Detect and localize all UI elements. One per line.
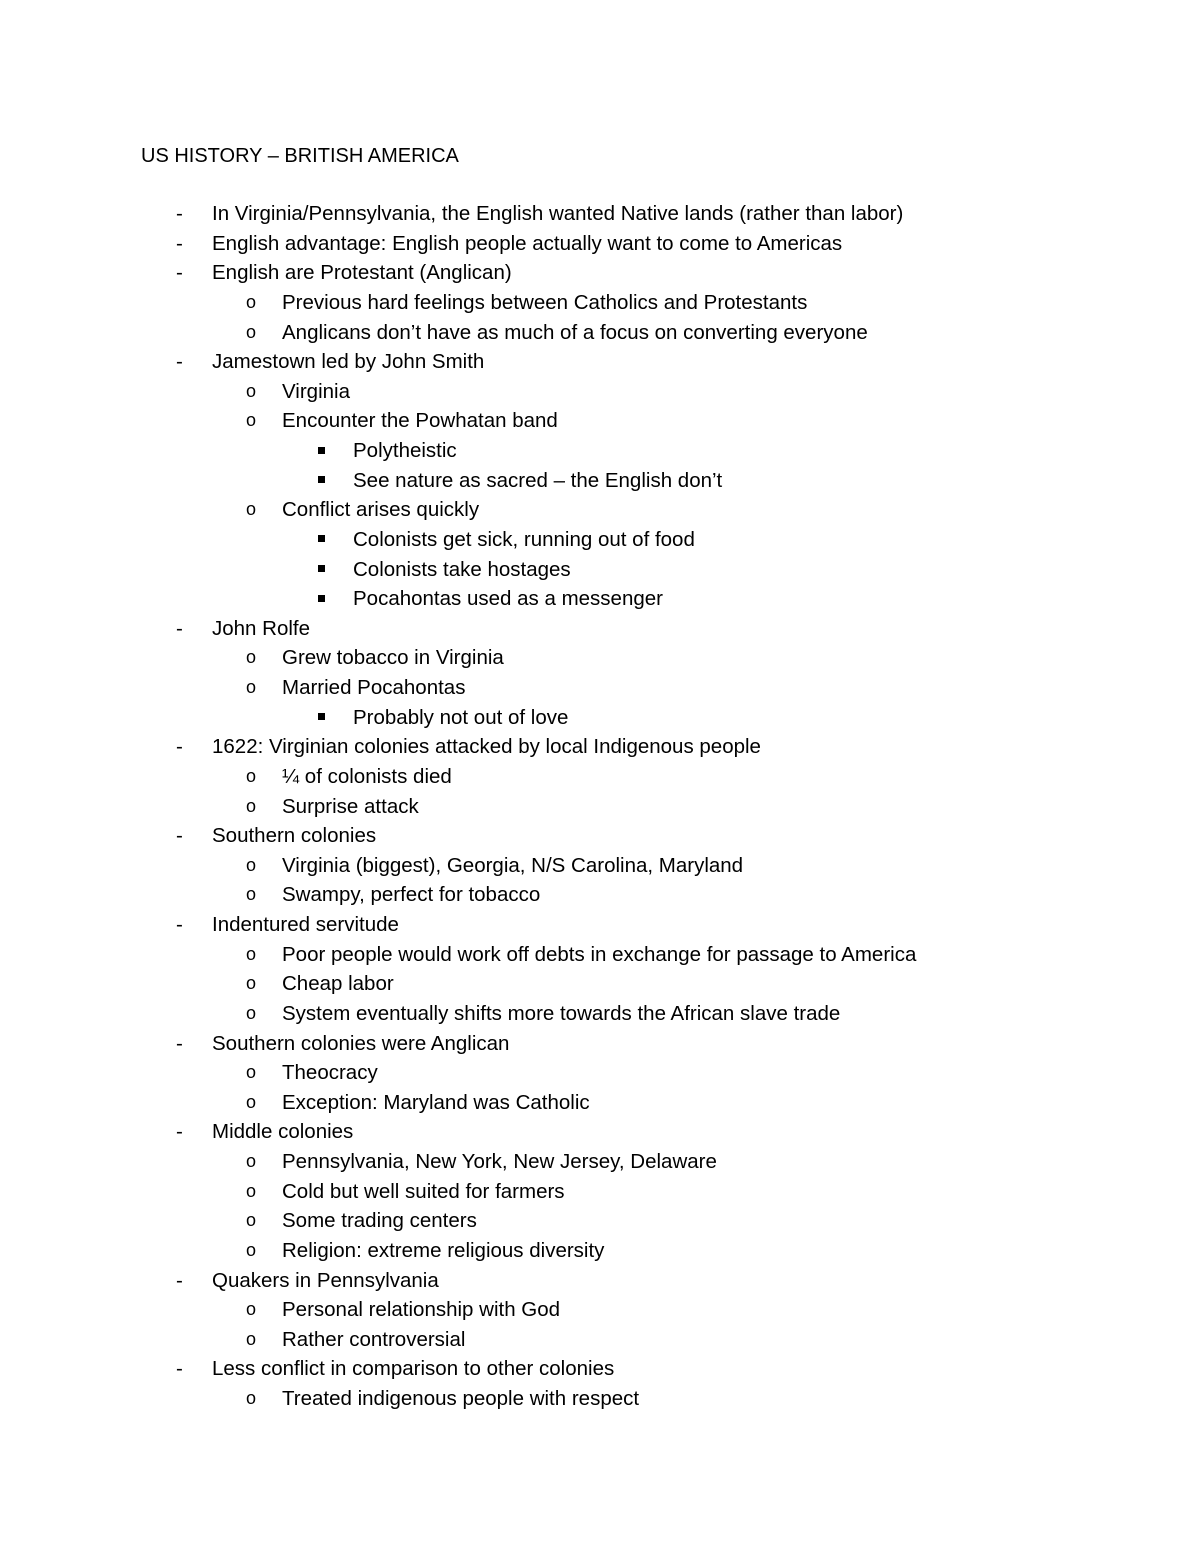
bullet-text: Indentured servitude: [212, 913, 399, 936]
bullet-text: Middle colonies: [212, 1120, 354, 1144]
bullet-text: Less conflict in comparison to other colonies: [212, 1357, 615, 1381]
circle-bullet-marker: o: [246, 321, 257, 342]
dash-bullet-marker: -: [176, 824, 183, 848]
dash-bullet-marker: -: [176, 231, 183, 255]
bullet-text: English advantage: English people actually want to come to Americas: [212, 231, 843, 255]
circle-bullet-marker: o: [246, 765, 257, 786]
bullet-item: [0, 1354, 1200, 1384]
bullet-text: Pennsylvania, New York, New Jersey, Delaware: [282, 1150, 717, 1173]
circle-bullet-marker: o: [246, 973, 257, 994]
dash-bullet-marker: -: [176, 350, 183, 374]
bullet-text: Virginia: [282, 379, 350, 403]
sub-bullet-item: [0, 318, 1200, 348]
circle-bullet-marker: o: [246, 1180, 257, 1201]
bullet-text: Swampy, perfect for tobacco: [282, 883, 541, 907]
dash-bullet-marker: -: [176, 1357, 183, 1381]
bullet-text: Treated indigenous people with respect: [282, 1387, 640, 1410]
sub-bullet-item: [0, 940, 1200, 970]
sub-bullet-item: [0, 377, 1200, 407]
bullet-item: [0, 732, 1200, 762]
sub-sub-bullet-item: [0, 466, 1200, 496]
bullet-item: [0, 347, 1200, 377]
bullet-item: [0, 910, 1200, 940]
bullet-item: [0, 821, 1200, 851]
bullet-text: Conflict arises quickly: [282, 498, 480, 522]
bullet-text: John Rolfe: [212, 616, 311, 640]
square-bullet-icon: [318, 555, 348, 585]
sub-sub-bullet-item: [0, 525, 1200, 555]
circle-bullet-marker: o: [246, 499, 257, 520]
bullet-text: Rather controversial: [282, 1327, 466, 1351]
circle-bullet-marker: o: [246, 884, 257, 905]
dash-bullet-marker: -: [176, 1120, 183, 1144]
circle-bullet-marker: o: [246, 1210, 257, 1231]
bullet-item: [0, 614, 1200, 644]
bullet-text: Surprise attack: [282, 794, 419, 818]
square-bullet-icon-shape: [318, 595, 325, 602]
circle-bullet-marker: o: [246, 1239, 257, 1260]
circle-bullet-marker: o: [246, 291, 257, 312]
dash-bullet-marker: -: [176, 913, 183, 936]
sub-bullet-item: [0, 1206, 1200, 1236]
bullet-text: Southern colonies were Anglican: [212, 1031, 510, 1055]
sub-sub-bullet-item: [0, 555, 1200, 585]
notes-list: [0, 199, 1200, 1414]
bullet-text: Exception: Maryland was Catholic: [282, 1090, 590, 1114]
bullet-text: Southern colonies: [212, 824, 377, 848]
circle-bullet-marker: o: [246, 1002, 257, 1023]
sub-bullet-item: [0, 673, 1200, 703]
sub-bullet-item: [0, 999, 1200, 1029]
circle-bullet-marker: o: [246, 410, 257, 431]
sub-bullet-item: [0, 792, 1200, 822]
document-title: US HISTORY – BRITISH AMERICA: [141, 145, 459, 167]
sub-bullet-item: [0, 643, 1200, 673]
bullet-text: Jamestown led by John Smith: [212, 350, 485, 374]
bullet-text: Religion: extreme religious diversity: [282, 1238, 605, 1262]
circle-bullet-marker: o: [246, 943, 257, 964]
sub-sub-bullet-item: [0, 436, 1200, 466]
circle-bullet-marker: o: [246, 1328, 257, 1349]
bullet-text: Anglicans don’t have as much of a focus on converting everyone: [282, 320, 868, 344]
bullet-item: [0, 1117, 1200, 1147]
bullet-text: Pocahontas used as a messenger: [353, 587, 663, 611]
square-bullet-icon-shape: [318, 535, 325, 542]
bullet-text: Previous hard feelings between Catholics and Protestants: [282, 290, 808, 314]
sub-bullet-item: [0, 969, 1200, 999]
bullet-item: [0, 258, 1200, 288]
bullet-item: [0, 1029, 1200, 1059]
bullet-text: Cold but well suited for farmers: [282, 1179, 565, 1203]
square-bullet-icon: [318, 584, 348, 614]
square-bullet-icon-shape: [318, 447, 325, 454]
sub-bullet-item: [0, 495, 1200, 525]
sub-bullet-item: [0, 1088, 1200, 1118]
circle-bullet-marker: o: [246, 677, 257, 697]
bullet-text: Encounter the Powhatan band: [282, 409, 558, 433]
dash-bullet-marker: -: [176, 261, 183, 285]
bullet-text: Poor people would work off debts in exchange for passage to America: [282, 942, 917, 966]
bullet-text: 1622: Virginian colonies attacked by local Indigenous people: [212, 735, 761, 759]
bullet-text: Colonists take hostages: [353, 557, 571, 581]
bullet-text: Married Pocahontas: [282, 676, 466, 699]
bullet-text: See nature as sacred – the English don’t: [353, 468, 723, 492]
dash-bullet-marker: -: [176, 735, 183, 759]
circle-bullet-marker: o: [246, 1062, 257, 1083]
bullet-text: English are Protestant (Anglican): [212, 261, 512, 285]
sub-bullet-item: [0, 762, 1200, 792]
circle-bullet-marker: o: [246, 795, 257, 816]
bullet-text: Polytheistic: [353, 439, 457, 462]
bullet-text: ¼ of colonists died: [282, 764, 452, 788]
square-bullet-icon-shape: [318, 565, 325, 572]
circle-bullet-marker: o: [246, 1151, 257, 1171]
sub-bullet-item: [0, 406, 1200, 436]
bullet-text: Colonists get sick, running out of food: [353, 527, 695, 551]
square-bullet-icon-shape: [318, 476, 325, 483]
bullet-text: Theocracy: [282, 1061, 378, 1085]
square-bullet-icon: [318, 466, 348, 496]
sub-bullet-item: [0, 880, 1200, 910]
sub-bullet-item: [0, 1325, 1200, 1355]
sub-bullet-item: [0, 1384, 1200, 1414]
sub-bullet-item: [0, 1147, 1200, 1177]
sub-sub-bullet-item: [0, 584, 1200, 614]
square-bullet-icon: [318, 525, 348, 555]
square-bullet-icon: [318, 703, 348, 733]
square-bullet-icon: [318, 436, 348, 466]
bullet-text: Probably not out of love: [353, 705, 569, 729]
bullet-text: Grew tobacco in Virginia: [282, 646, 504, 670]
sub-bullet-item: [0, 1177, 1200, 1207]
bullet-text: Quakers in Pennsylvania: [212, 1268, 439, 1292]
bullet-text: System eventually shifts more towards the African slave trade: [282, 1001, 841, 1025]
dash-bullet-marker: -: [176, 616, 183, 640]
dash-bullet-marker: -: [176, 1268, 183, 1292]
bullet-text: Some trading centers: [282, 1209, 477, 1233]
dash-bullet-marker: -: [176, 202, 183, 225]
circle-bullet-marker: o: [246, 854, 257, 875]
bullet-text: Virginia (biggest), Georgia, N/S Carolina, Maryland: [282, 853, 744, 877]
square-bullet-icon-shape: [318, 713, 325, 720]
circle-bullet-marker: o: [246, 380, 257, 401]
bullet-item: [0, 1266, 1200, 1296]
bullet-item: [0, 229, 1200, 259]
sub-bullet-item: [0, 1295, 1200, 1325]
circle-bullet-marker: o: [246, 647, 257, 668]
bullet-text: Cheap labor: [282, 972, 394, 996]
bullet-text: In Virginia/Pennsylvania, the English wanted Native lands (rather than labor): [212, 202, 904, 225]
circle-bullet-marker: o: [246, 1299, 257, 1320]
sub-bullet-item: [0, 851, 1200, 881]
bullet-item: [0, 199, 1200, 229]
sub-bullet-item: [0, 288, 1200, 318]
sub-bullet-item: [0, 1058, 1200, 1088]
sub-bullet-item: [0, 1236, 1200, 1266]
dash-bullet-marker: -: [176, 1031, 183, 1055]
bullet-text: Personal relationship with God: [282, 1298, 561, 1322]
circle-bullet-marker: o: [246, 1388, 257, 1408]
sub-sub-bullet-item: [0, 703, 1200, 733]
circle-bullet-marker: o: [246, 1091, 257, 1112]
